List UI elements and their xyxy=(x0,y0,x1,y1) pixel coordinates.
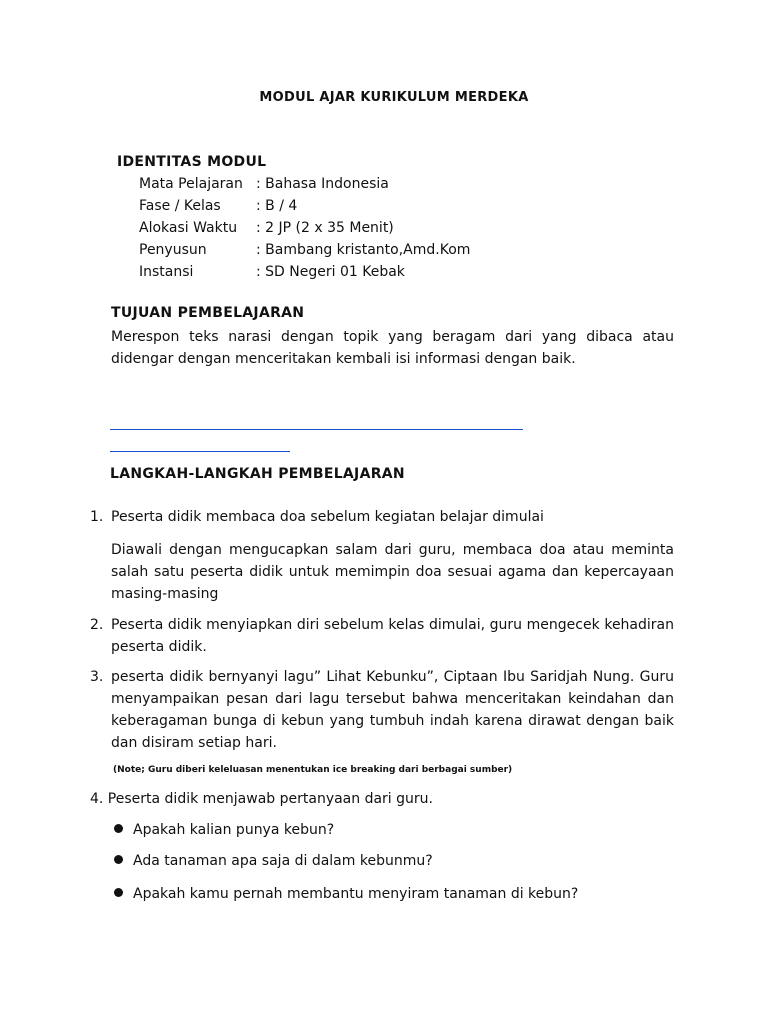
bullet-icon xyxy=(114,824,123,833)
hyperlink-underline[interactable] xyxy=(110,429,523,430)
list-item-detail: Diawali dengan mengucapkan salam dari guru, membaca doa atau meminta salah satu peserta didik untuk memimpin doa sesuai agama dan kepercayaan masing-masing xyxy=(111,542,674,602)
list-number: 2. xyxy=(90,617,104,633)
identitas-row xyxy=(139,262,405,282)
langkah-heading: LANGKAH-LANGKAH PEMBELAJARAN xyxy=(110,466,405,482)
bullet-item xyxy=(114,884,578,904)
bullet-icon xyxy=(114,855,123,864)
hyperlink-underline[interactable] xyxy=(110,451,290,452)
note-text: (Note; Guru diberi keleluasan menentukan ice breaking dari berbagai sumber) xyxy=(113,765,513,775)
bullet-item xyxy=(114,851,433,871)
bullet-text: Apakah kalian punya kebun? xyxy=(133,822,335,838)
identitas-label: Mata Pelajaran xyxy=(139,176,243,192)
list-number: 1. xyxy=(90,509,104,525)
list-item: Peserta didik membaca doa sebelum kegiatan belajar dimulai xyxy=(111,509,544,525)
identitas-label: Fase / Kelas xyxy=(139,198,221,214)
tujuan-heading: TUJUAN PEMBELAJARAN xyxy=(111,305,305,321)
identitas-value: : Bambang kristanto,Amd.Kom xyxy=(256,242,471,258)
identitas-label: Penyusun xyxy=(139,242,207,258)
identitas-row xyxy=(139,196,297,216)
list-item: Peserta didik menyiapkan diri sebelum kelas dimulai, guru mengecek kehadiran peserta didik. xyxy=(111,617,674,655)
bullet-text: Apakah kamu pernah membantu menyiram tanaman di kebun? xyxy=(133,886,579,902)
list-item: 4. Peserta didik menjawab pertanyaan dari guru. xyxy=(90,791,433,807)
bullet-item xyxy=(114,820,334,840)
identitas-label: Alokasi Waktu xyxy=(139,220,238,236)
list-item: peserta didik bernyanyi lagu” Lihat Kebunku”, Ciptaan Ibu Saridjah Nung. Guru menyampaikan pesan dari lagu tersebut bahwa menceritakan keindahan dan keberagaman bunga di kebun yang tumbuh indah karena dirawat dengan baik dan disiram setiap hari. xyxy=(111,669,674,751)
list-number: 3. xyxy=(90,669,104,685)
identitas-heading: IDENTITAS MODUL xyxy=(117,154,267,170)
identitas-value: : B / 4 xyxy=(256,198,298,214)
document-title: MODUL AJAR KURIKULUM MERDEKA xyxy=(259,90,529,105)
identitas-row xyxy=(139,174,389,194)
identitas-value: : SD Negeri 01 Kebak xyxy=(256,264,405,280)
identitas-value: : Bahasa Indonesia xyxy=(256,176,389,192)
identitas-label: Instansi xyxy=(139,264,194,280)
identitas-row xyxy=(139,240,470,260)
identitas-row xyxy=(139,218,394,238)
bullet-icon xyxy=(114,888,123,897)
tujuan-paragraph: Merespon teks narasi dengan topik yang beragam dari yang dibaca atau didengar dengan menceritakan kembali isi informasi dengan baik. xyxy=(111,329,674,367)
bullet-text: Ada tanaman apa saja di dalam kebunmu? xyxy=(133,853,433,869)
identitas-value: : 2 JP (2 x 35 Menit) xyxy=(256,220,394,236)
